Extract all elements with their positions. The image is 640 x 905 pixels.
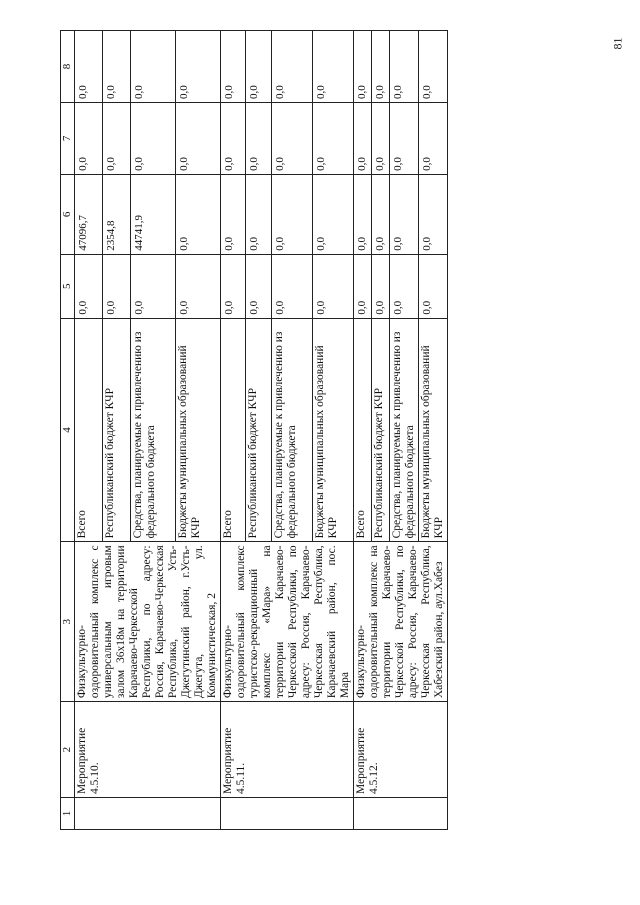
value-col-5: 0,0 bbox=[75, 254, 103, 318]
value-col-7: 0,0 bbox=[372, 102, 390, 174]
value-col-6: 0,0 bbox=[271, 174, 312, 254]
value-col-5: 0,0 bbox=[390, 254, 419, 318]
program-table bbox=[60, 30, 448, 830]
row-number-cell bbox=[221, 798, 354, 830]
activity-code: Мероприятие 4.5.10. bbox=[75, 702, 221, 798]
activity-description: Физкультурно-оздоровительный комплекс на территории Карачаево-Черкесской Республики, по адресу: Россия, Карачаево-Черкесская Республика, Хабезский район, аул.Хабез bbox=[354, 542, 448, 702]
value-col-7: 0,0 bbox=[419, 102, 448, 174]
value-col-6: 0,0 bbox=[354, 174, 372, 254]
rotated-page bbox=[60, 30, 540, 830]
funding-source: Республиканский бюджет КЧР bbox=[372, 318, 390, 542]
value-col-5: 0,0 bbox=[221, 254, 246, 318]
value-col-7: 0,0 bbox=[130, 102, 175, 174]
value-col-6: 0,0 bbox=[390, 174, 419, 254]
value-col-7: 0,0 bbox=[390, 102, 419, 174]
value-col-6: 0,0 bbox=[372, 174, 390, 254]
value-col-7: 0,0 bbox=[354, 102, 372, 174]
value-col-8: 0,0 bbox=[372, 31, 390, 103]
table-row bbox=[354, 31, 372, 830]
value-col-6: 0,0 bbox=[419, 174, 448, 254]
header-col-8: 8 bbox=[61, 31, 75, 103]
table-row bbox=[221, 31, 246, 830]
header-col-3: 3 bbox=[61, 542, 75, 702]
value-col-5: 0,0 bbox=[271, 254, 312, 318]
value-col-8: 0,0 bbox=[354, 31, 372, 103]
value-col-5: 0,0 bbox=[130, 254, 175, 318]
value-col-7: 0,0 bbox=[102, 102, 130, 174]
activity-description: Физкультурно-оздоровительный комплекс туристско-рекреационный комплекс «Мара» на территории Карачаево-Черкесской Республики, по адресу: Россия, Карачаево-Черкесская Республика, Карачаевский район, пос. Мара bbox=[221, 542, 354, 702]
value-col-5: 0,0 bbox=[175, 254, 220, 318]
funding-source: Бюджеты муниципальных образований КЧР bbox=[419, 318, 448, 542]
value-col-8: 0,0 bbox=[221, 31, 246, 103]
page-number: 81 bbox=[610, 37, 625, 50]
value-col-8: 0,0 bbox=[312, 31, 353, 103]
value-col-5: 0,0 bbox=[419, 254, 448, 318]
funding-source: Всего bbox=[221, 318, 246, 542]
value-col-7: 0,0 bbox=[75, 102, 103, 174]
value-col-5: 0,0 bbox=[312, 254, 353, 318]
value-col-8: 0,0 bbox=[130, 31, 175, 103]
value-col-6: 47096,7 bbox=[75, 174, 103, 254]
header-col-7: 7 bbox=[61, 102, 75, 174]
funding-source: Средства, планируемые к привлечению из федерального бюджета bbox=[130, 318, 175, 542]
value-col-7: 0,0 bbox=[312, 102, 353, 174]
value-col-6: 0,0 bbox=[175, 174, 220, 254]
value-col-5: 0,0 bbox=[372, 254, 390, 318]
value-col-6: 2354,8 bbox=[102, 174, 130, 254]
funding-source: Всего bbox=[75, 318, 103, 542]
value-col-5: 0,0 bbox=[354, 254, 372, 318]
value-col-6: 0,0 bbox=[246, 174, 271, 254]
activity-code: Мероприятие 4.5.11. bbox=[221, 702, 354, 798]
table-body bbox=[75, 31, 448, 830]
funding-source: Республиканский бюджет КЧР bbox=[246, 318, 271, 542]
value-col-7: 0,0 bbox=[221, 102, 246, 174]
value-col-8: 0,0 bbox=[246, 31, 271, 103]
row-number-cell bbox=[354, 798, 448, 830]
funding-source: Бюджеты муниципальных образований КЧР bbox=[312, 318, 353, 542]
value-col-6: 0,0 bbox=[221, 174, 246, 254]
value-col-8: 0,0 bbox=[419, 31, 448, 103]
funding-source: Средства, планируемые к привлечению из федерального бюджета bbox=[271, 318, 312, 542]
activity-description: Физкультурно-оздоровительный комплекс с универсальным игровым залом 36х18м на территории Карачаево-Черкесской Республики, по адресу: Россия, Карачаево-Черкесская Республика, Усть-Джегутинский район, г.Усть-Джегута, ул. Коммунистическая, 2 bbox=[75, 542, 221, 702]
header-col-6: 6 bbox=[61, 174, 75, 254]
row-number-cell bbox=[75, 798, 221, 830]
value-col-7: 0,0 bbox=[271, 102, 312, 174]
funding-source: Республиканский бюджет КЧР bbox=[102, 318, 130, 542]
table-row bbox=[75, 31, 103, 830]
header-col-2: 2 bbox=[61, 702, 75, 798]
header-col-1: 1 bbox=[61, 798, 75, 830]
funding-source: Бюджеты муниципальных образований КЧР bbox=[175, 318, 220, 542]
header-col-4: 4 bbox=[61, 318, 75, 542]
funding-source: Всего bbox=[354, 318, 372, 542]
value-col-5: 0,0 bbox=[102, 254, 130, 318]
value-col-6: 0,0 bbox=[312, 174, 353, 254]
value-col-8: 0,0 bbox=[271, 31, 312, 103]
value-col-6: 44741,9 bbox=[130, 174, 175, 254]
activity-code: Мероприятие 4.5.12. bbox=[354, 702, 448, 798]
value-col-8: 0,0 bbox=[102, 31, 130, 103]
funding-source: Средства, планируемые к привлечению из федерального бюджета bbox=[390, 318, 419, 542]
value-col-8: 0,0 bbox=[75, 31, 103, 103]
value-col-7: 0,0 bbox=[246, 102, 271, 174]
value-col-7: 0,0 bbox=[175, 102, 220, 174]
value-col-8: 0,0 bbox=[175, 31, 220, 103]
header-col-5: 5 bbox=[61, 254, 75, 318]
header-row bbox=[61, 31, 75, 830]
value-col-8: 0,0 bbox=[390, 31, 419, 103]
value-col-5: 0,0 bbox=[246, 254, 271, 318]
